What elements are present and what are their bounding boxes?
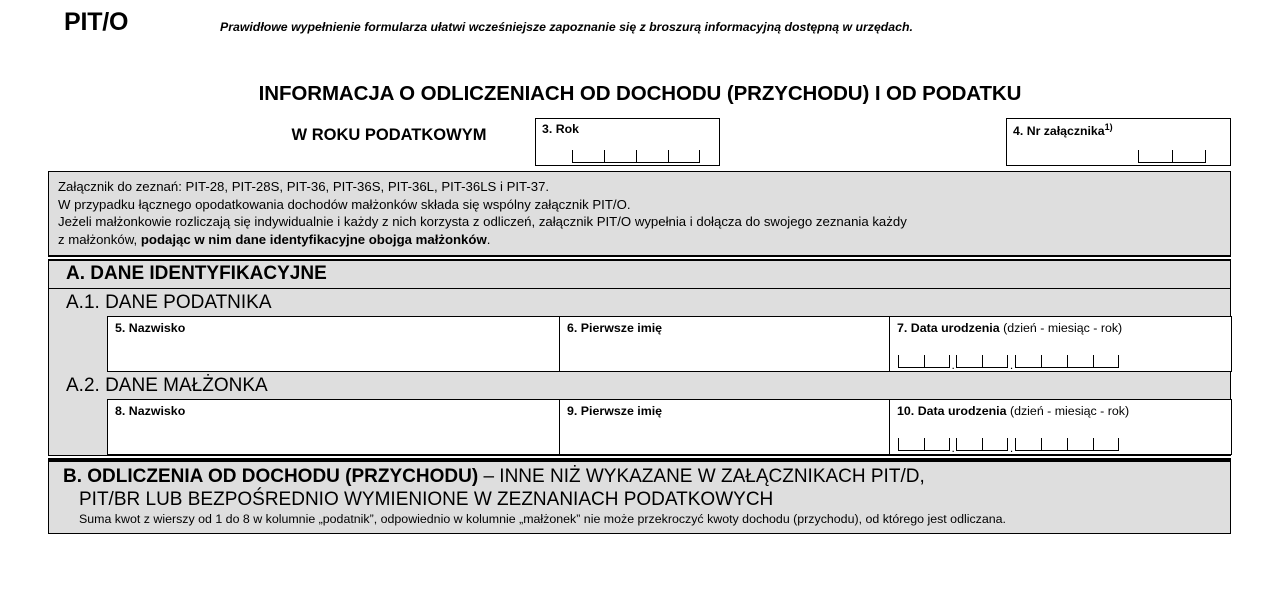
info-line-3: Jeżeli małżonkowie rozliczają się indywidualnie i każdy z nich korzysta z odliczeń, załącznik PIT/O wypełnia i dołącza do swojego zeznania każdy [58,214,907,230]
field-9-name: Pierwsze imię [580,404,663,419]
field-3-label [542,122,579,136]
field-6-label [567,321,662,335]
section-b-title-rest: – INNE NIŻ WYKAZANE W ZAŁĄCZNIKACH PIT/D, [478,466,925,488]
info-block [48,171,1231,256]
field-10-hint: (dzień - miesiąc - rok) [1009,404,1130,419]
field-3-number: 3. [542,122,553,136]
section-b-header [48,460,1231,534]
taxpayer-field-row [48,316,1231,372]
field-10-date-cells[interactable] [898,438,1119,456]
field-7-name: Data urodzenia [910,321,1000,336]
info-line-1: Załącznik do zeznań: PIT-28, PIT-28S, PIT-36, PIT-36S, PIT-36L, PIT-36LS i PIT-37. [58,179,550,194]
section-b-title-line2: PIT/BR LUB BEZPOŚREDNIO WYMIENIONE W ZEZNANIACH PODATKOWYCH [79,489,774,511]
form-instruction-note: Prawidłowe wypełnienie formularza ułatwi wcześniejsze zapoznanie się z broszurą informacyjną dostępną w urzędach. [220,20,913,34]
field-4-label [1013,122,1113,138]
section-b-title-bold: B. ODLICZENIA OD DOCHODU (PRZYCHODU) [63,466,479,488]
spouse-field-row [48,399,1231,455]
page-title: INFORMACJA O ODLICZENIACH OD DOCHODU (PRZYCHODU) I OD PODATKU [258,82,1022,105]
field-8-name: Nazwisko [128,404,186,419]
field-10-data-urodzenia[interactable] [889,399,1232,455]
field-8-number: 8. [115,404,126,419]
field-5-name: Nazwisko [128,321,186,336]
field-7-hint: (dzień - miesiąc - rok) [1003,321,1123,336]
info-line-4 [58,231,1221,249]
field-8-nazwisko[interactable] [107,399,559,455]
field-7-number: 7. [897,321,908,336]
field-4-cells[interactable] [1138,150,1206,163]
info-line-4-c: . [486,231,491,247]
tax-year-label: W ROKU PODATKOWYM [291,126,487,144]
field-3-cells[interactable] [572,150,700,163]
field-10-date-sep-1: . [951,441,955,456]
field-9-number: 9. [567,404,578,419]
field-5-label [115,321,185,335]
field-8-label [115,404,185,418]
info-line-2: W przypadku łącznego opodatkowania dochodów małżonków składa się wspólny załącznik PIT/O. [58,196,631,212]
info-line-4-bold: podając w nim dane identyfikacyjne obojga małżonków [140,231,487,247]
field-6-pierwsze-imie[interactable] [559,316,889,372]
field-4-nr-zalacznika[interactable] [1006,118,1231,166]
field-3-rok[interactable] [535,118,720,166]
section-a2-header: A.2. DANE MAŁŻONKA [48,372,1231,399]
section-a1-header: A.1. DANE PODATNIKA [48,289,1231,316]
field-10-number: 10. [897,404,915,419]
field-7-data-urodzenia[interactable] [889,316,1232,372]
form-top-header [0,0,1280,60]
field-6-name: Pierwsze imię [580,321,663,336]
field-10-date-sep-2: . [1009,441,1014,456]
field-7-date-sep-2: . [1009,358,1014,373]
field-7-label [897,321,1122,335]
section-b-note: Suma kwot z wierszy od 1 do 8 w kolumnie „podatnik”, odpowiednio w kolumnie „małżonek” nie może przekroczyć kwoty dochodu (przychodu), od którego jest odliczana. [79,512,1006,527]
field-6-number: 6. [567,321,578,336]
field-4-name: Nr załącznika [1026,124,1105,139]
field-5-number: 5. [115,321,126,336]
field-3-name: Rok [555,122,579,136]
field-10-label [897,404,1129,418]
section-a-header: A. DANE IDENTYFIKACYJNE [48,261,1231,289]
field-7-date-cells[interactable] [898,355,1119,373]
field-10-name: Data urodzenia [917,404,1007,419]
info-line-4-a: z małżonków, [58,231,141,247]
form-code-label: PIT/O [64,8,129,36]
field-9-pierwsze-imie[interactable] [559,399,889,455]
field-7-date-sep-1: . [951,358,955,373]
field-9-label [567,404,662,418]
field-4-number: 4. [1013,124,1024,139]
field-5-nazwisko[interactable] [107,316,559,372]
field-4-footnote: 1) [1104,122,1113,132]
tax-year-row [0,114,1280,168]
form-body [48,171,1231,534]
section-b-title [63,465,1220,511]
